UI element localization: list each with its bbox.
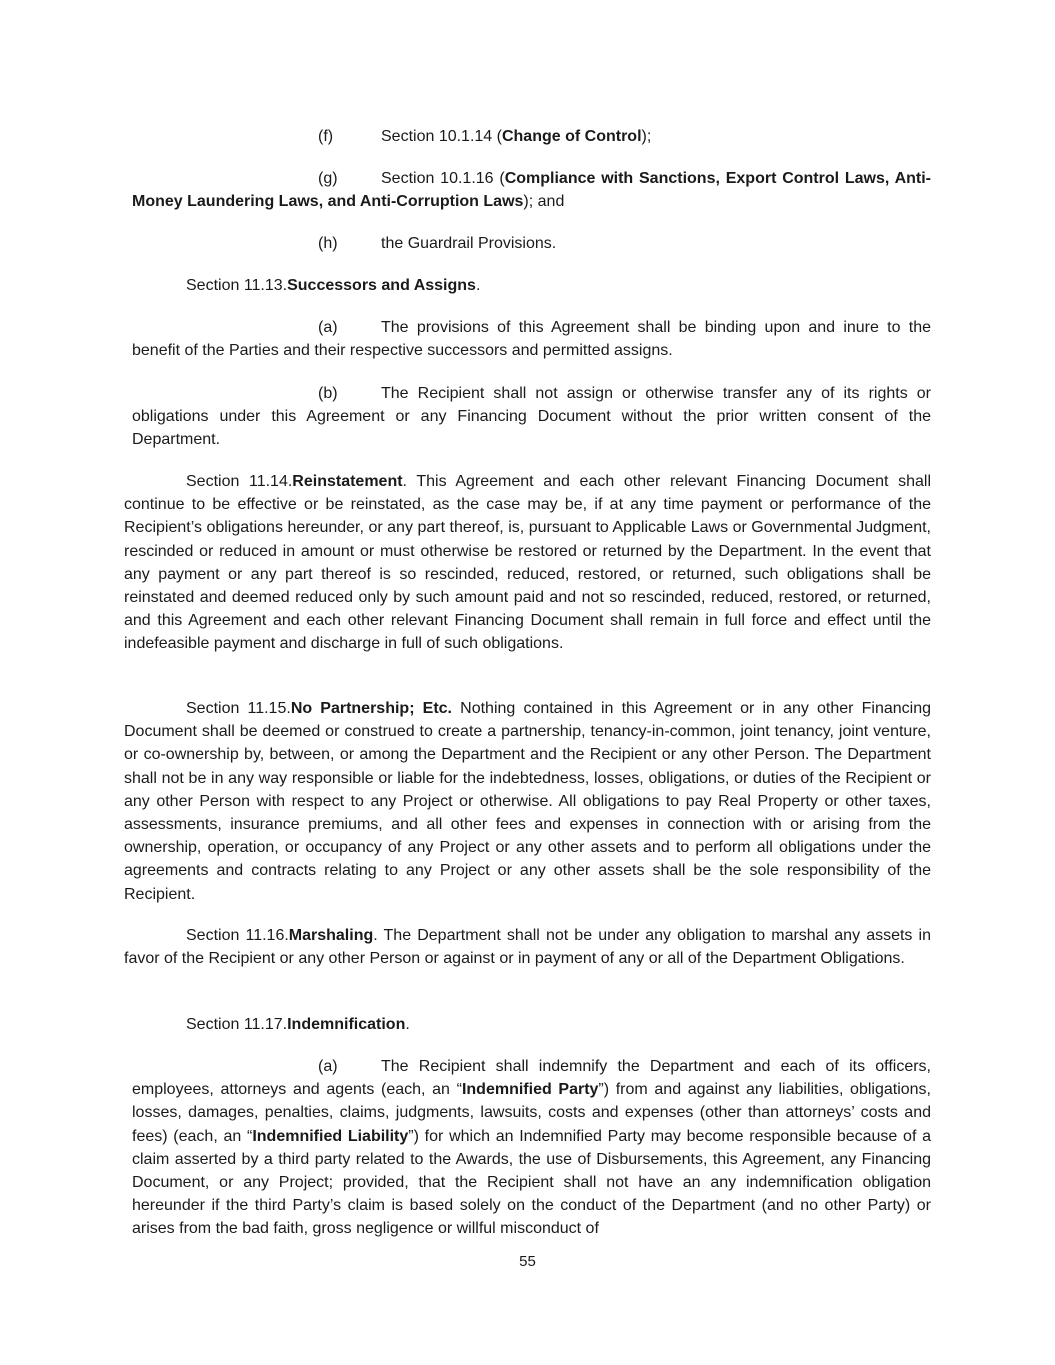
section-11-15: Section 11.15.No Partnership; Etc. Nothing contained in this Agreement or in any other Financing Document shall be deemed or construed to create a partnership, tenancy-in-common, joint tenancy, joint venture, or co-ownership by, between, or among the Department and the Recipient or any other Person. The Department shall not be in any way responsible or liable for the indebtedness, losses, obligations, or duties of the Recipient or any other Person with respect to any Project or otherwise. All obligations to pay Real Property or other taxes, assessments, insurance premiums, and all other fees and expenses in connection with or arising from the ownership, operation, or occupancy of any Project or any other assets and to perform all obligations under the agreements and contracts relating to any Project or any other assets shall be the sole responsibility of the Recipient. <box>124 700 932 903</box>
list-item-f: (f) Section 10.1.14 (Change of Control); <box>132 125 931 148</box>
item-label: (a) <box>318 319 338 336</box>
item-label: (h) <box>318 235 338 252</box>
section-11-13-a: (a) The provisions of this Agreement shall be binding upon and inure to the benefit of the Parties and their respective successors and permitted assigns. <box>132 316 931 362</box>
item-label: (f) <box>318 128 334 145</box>
page-number: 55 <box>519 1253 536 1270</box>
section-11-16: Section 11.16.Marshaling. The Department shall not be under any obligation to marshal any assets in favor of the Recipient or any other Person or against or in payment of any or all of the Department Obligations. <box>124 927 931 968</box>
item-label: (g) <box>318 170 338 187</box>
section-11-13-heading: Section 11.13.Successors and Assigns. <box>186 277 481 294</box>
item-label: (b) <box>318 385 338 402</box>
section-11-14: Section 11.14.Reinstatement. This Agreement and each other relevant Financing Document shall continue to be effective or be reinstated, as the case may be, if at any time payment or performance of the Recipient’s obligations hereunder, or any part thereof, is, pursuant to Applicable Laws or Governmental Judgment, rescinded or reduced in amount or must otherwise be restored or returned by the Department. In the event that any payment or any part thereof is so rescinded, reduced, restored, or returned, such obligations shall be reinstated and deemed reduced only by such amount paid and not so rescinded, reduced, restored, or returned, and this Agreement and each other relevant Financing Document shall remain in full force and effect until the indefeasible payment and discharge in full of such obligations. <box>124 473 931 653</box>
section-11-17-heading: Section 11.17.Indemnification. <box>186 1016 410 1033</box>
section-11-13-b: (b) The Recipient shall not assign or otherwise transfer any of its rights or obligations under this Agreement or any Financing Document without the prior written consent of the Department. <box>132 382 931 452</box>
section-11-17-a: (a) The Recipient shall indemnify the Department and each of its officers, employees, attorneys and agents (each, an “Indemnified Party”) from and against any liabilities, obligations, losses, damages, penalties, claims, judgments, lawsuits, costs and expenses (other than attorneys’ costs and fees) (each, an “Indemnified Liability”) for which an Indemnified Party may become responsible because of a claim asserted by a third party related to the Awards, the use of Disbursements, this Agreement, any Financing Document, or any Project; provided, that the Recipient shall not have an any indemnification obligation hereunder if the third Party’s claim is based solely on the conduct of the Department (and no other Party) or arises from the bad faith, gross negligence or willful misconduct of <box>132 1055 931 1241</box>
list-item-g: (g) Section 10.1.16 (Compliance with Sanctions, Export Control Laws, Anti-Money Laundering Laws, and Anti-Corruption Laws); and <box>132 167 931 213</box>
list-item-h: (h) the Guardrail Provisions. <box>132 232 931 255</box>
item-label: (a) <box>318 1058 338 1075</box>
